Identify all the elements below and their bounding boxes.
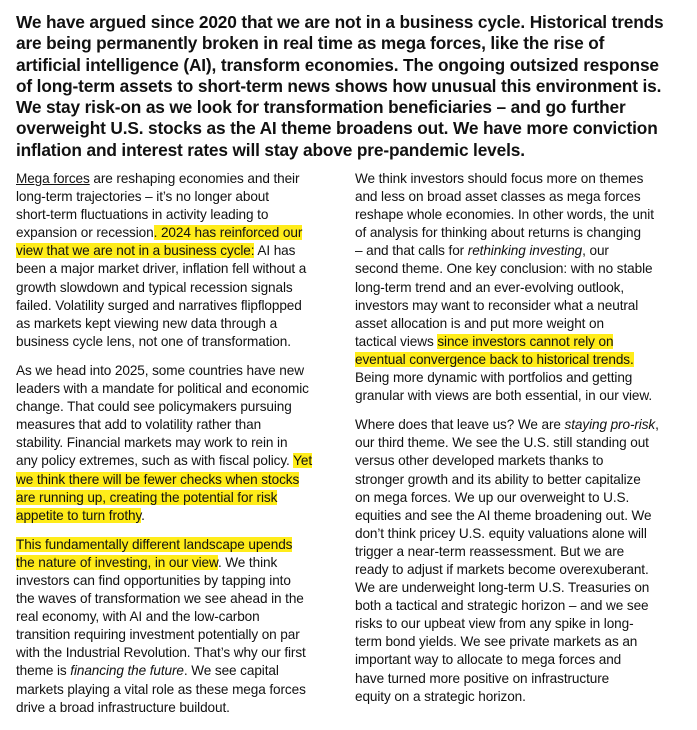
paragraph-pro-risk: Where does that leave us? We are staying pro-risk, our third theme. We see the U.S. still standing out versus other developed markets thanks to stronger growth and its ability to better capitalize on mega forces. We up our overweight to U.S. equities and see the AI theme broadening out. We don’t think pricey U.S. equity valuations alone will trigger a near-term reassessment. But we are ready to adjust if markets become overexuberant. We are underweight long-term U.S. Treasuries on both a tactical and strategic horizon – and we see risks to our upbeat view from any spike in long- term bond yields. We see private markets as an important way to allocate to mega forces and have turned more positive on infrastructure equity on a strategic horizon. xyxy=(355,417,659,704)
highlight: the nature of investing, in our view xyxy=(16,554,218,570)
highlight: Yet xyxy=(293,453,313,469)
paragraph-2025-outlook: As we head into 2025, some countries have new leaders with a mandate for political and economic change. That could see policymakers pursuing measures that add to volatility rather than stability. Financial markets may work to rein in any policy extremes, such as with fiscal policy. Yet we think there will be fewer checks when stocks are running up, creating the potential for risk appetite to turn frothy. xyxy=(16,362,313,523)
lead-line: overweight U.S. stocks as the AI theme broadens out. We have more conviction xyxy=(16,118,658,139)
lead-line: of long-term assets to short-term news shows how unusual this environment is. xyxy=(16,75,662,96)
mega-forces-link[interactable]: Mega forces xyxy=(16,171,90,186)
right-column xyxy=(355,170,690,717)
lead-line: We have argued since 2020 that we are not in a business cycle. Historical trends xyxy=(16,12,664,32)
lead-line: We stay risk-on as we look for transformation beneficiaries – and go further xyxy=(16,97,626,118)
highlight: we think there will be fewer checks when stocks xyxy=(16,471,300,487)
lead-line: inflation and interest rates will stay above pre-pandemic levels. xyxy=(16,139,525,160)
lead-summary xyxy=(16,12,686,161)
paragraph-mega-forces: Mega forces are reshaping economies and their long-term trajectories – it’s no longer about short-term fluctuations in activity leading to expansion or recession. 2024 has reinforced our view that we are not in a business cycle: AI has been a major market driver, inflation fell without a growth slowdown and typical recession signals failed. Volatility surged and narratives flipflopped as markets kept viewing new data through a business cycle lens, not one of transformation. xyxy=(16,171,307,349)
theme-name: financing the future xyxy=(70,663,184,679)
paragraph-themes: We think investors should focus more on themes and less on broad asset classes as mega forces reshape whole economies. In other words, the unit of analysis for thinking about returns is changing – and that calls for rethinking investing, our second theme. One key conclusion: with no stable long-term trend and an ever-evolving outlook, investors may want to reconsider what a neutral asset allocation is and put more weight on tactical views since investors cannot rely on eventual convergence back to historical trends. Being more dynamic with portfolios and getting granular with views are both essential, in our view. xyxy=(355,171,654,404)
highlight: are running up, creating the potential for risk xyxy=(16,489,278,505)
highlight: This fundamentally different landscape upends xyxy=(16,536,293,552)
highlight: . 2024 has reinforced our xyxy=(153,225,303,241)
highlight: appetite to turn frothy xyxy=(16,507,142,523)
left-column xyxy=(16,170,346,728)
lead-line: are being permanently broken in real time as mega forces, like the rise of xyxy=(16,33,605,54)
paragraph-landscape: This fundamentally different landscape upends the nature of investing, in our view. We think investors can find opportunities by tapping into the waves of transformation we see ahead in the real economy, with AI and the low-carbon transition requiring investment potentially on par with the Industrial Revolution. That’s why our first theme is financing the future. We see capital markets playing a vital role as these mega forces drive a broad infrastructure buildout. xyxy=(16,536,306,715)
highlight: view that we are not in a business cycle: xyxy=(16,243,255,259)
lead-line: artificial intelligence (AI), transform economies. The ongoing outsized response xyxy=(16,54,659,75)
theme-name: rethinking investing xyxy=(467,243,583,259)
theme-name: staying pro-risk xyxy=(564,417,656,433)
highlight: since investors cannot rely on xyxy=(437,333,614,349)
highlight: eventual convergence back to historical trends. xyxy=(355,351,634,367)
